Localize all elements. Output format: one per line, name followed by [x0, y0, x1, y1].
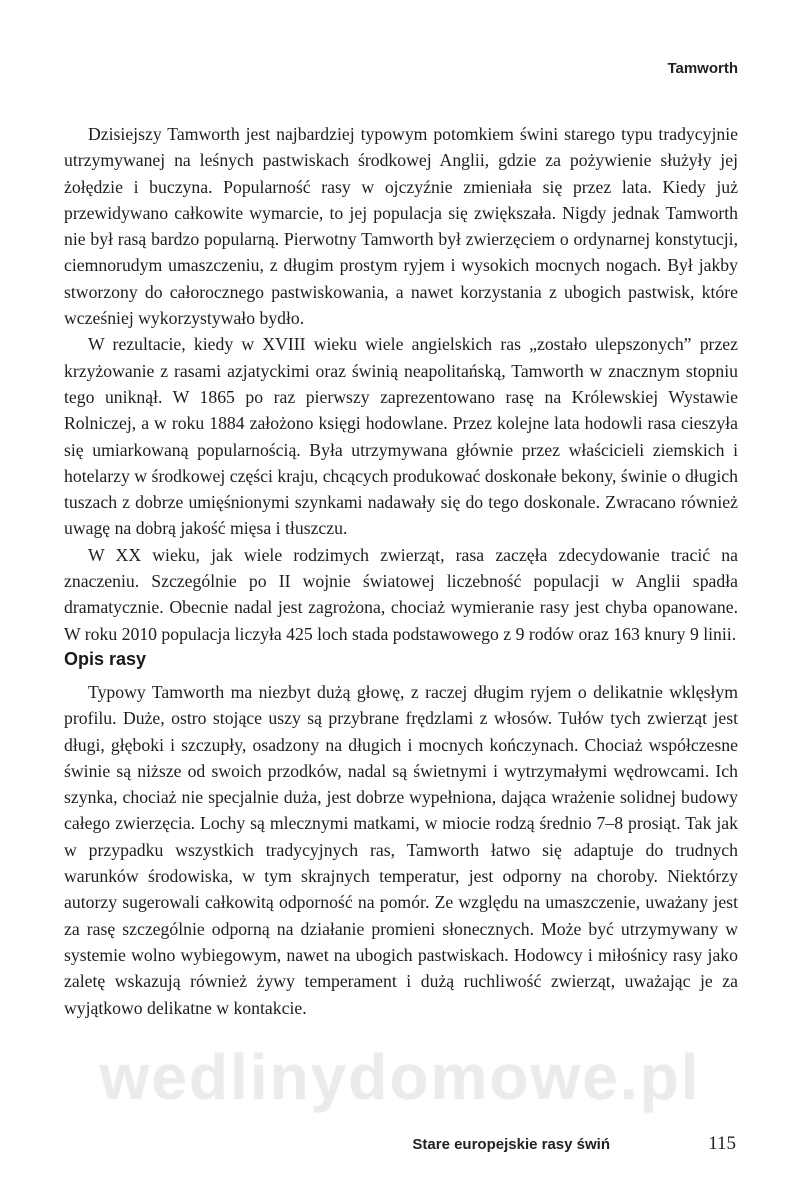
intro-section — [64, 121, 738, 647]
page-number: 115 — [708, 1133, 736, 1154]
paragraph: Typowy Tamworth ma niezbyt dużą głowę, z raczej długim ryjem o delikatnie wklęsłym profilu. Duże, ostro stojące uszy są przybrane frędzlami z włosów. Tułów tych zwierząt jest długi, głęboki i szczupły, osadzony na długich i mocnych kończynach. Chociaż współczesne świnie są niższe od swoich przodków, nadal są świetnymi i wytrzymałymi wędrowcami. Ich szynka, chociaż nie specjalnie duża, jest dobrze wypełniona, dająca wrażenie solidnej budowy całego zwierzęcia. Lochy są mlecznymi matkami, w miocie rodzą średnio 7–8 prosiąt. Tak jak w przypadku wszystkich tradycyjnych ras, Tamworth łatwo się adaptuje do trudnych warunków środowiska, w tym skrajnych temperatur, jest odporny na choroby. Niektórzy autorzy sugerowali całkowitą odporność na pomór. Ze względu na umaszczenie, uważany jest za rasę szczególnie odporną na działanie promieni słonecznych. Może być utrzymywany w systemie wolno wybiegowym, nawet na ubogich pastwiskach. Hodowcy i miłośnicy rasy jako zaletę wskazują również żywy temperament i dużą ruchliwość zwierząt, uważając je za wyjątkowo delikatne w kontakcie. — [64, 682, 738, 1018]
paragraph: W rezultacie, kiedy w XVIII wieku wiele angielskich ras „zostało ulepszonych” przez krzyżowanie z rasami azjatyckimi oraz świnią neapolitańską, Tamworth w znacznym stopniu tego uniknął. W 1865 po raz pierwszy zaprezentowano rasę na Królewskiej Wystawie Rolniczej, a w roku 1884 założono księgi hodowlane. Przez kolejne lata hodowli rasa cieszyła się umiarkowaną popularnością. Była utrzymywana głównie przez właścicieli ziemskich i hotelarzy w środkowej części kraju, chcących produkować doskonałe bekony, świnie o długich tuszach z dobrze umięśnionymi szynkami nadawały się do tego doskonale. Zwracano również uwagę na dobrą jakość mięsa i tłuszczu. — [64, 334, 738, 539]
section-heading: Opis rasy — [64, 649, 147, 669]
footer-book-title: Stare europejskie rasy świń — [412, 1136, 610, 1153]
running-head: Tamworth — [667, 60, 738, 77]
breed-description-section — [64, 679, 738, 1021]
watermark: wedlinydomowe.pl — [99, 1041, 701, 1113]
paragraph: W XX wieku, jak wiele rodzimych zwierząt, rasa zaczęła zdecydowanie tracić na znaczeniu. Szczególnie po II wojnie światowej liczebność populacji w Anglii spadła dramatycznie. Obecnie nadal jest zagrożona, chociaż wymieranie rasy jest chyba opanowane. W roku 2010 populacja liczyła 425 loch stada podstawowego z 9 rodów oraz 163 knury 9 linii. — [64, 544, 738, 644]
paragraph: Dzisiejszy Tamworth jest najbardziej typowym potomkiem świni starego typu tradycyjnie utrzymywanej na leśnych pastwiskach środkowej Anglii, gdzie za pożywienie służyły jej żołędzie i buczyna. Popularność rasy w ojczyźnie zmieniała się przez lata. Kiedy już przewidywano całkowite wymarcie, to jej populacja się zwiększała. Nigdy jednak Tamworth nie był rasą bardzo popularną. Pierwotny Tamworth był zwierzęciem o ordynarnej konstytucji, ciemnorudym umaszczeniu, z długim prostym ryjem i wysokich mocnych nogach. Był jakby stworzony do całorocznego pastwiskowania, a nawet korzystania z ubogich pastwisk, które wcześniej wykorzystywało bydło. — [64, 124, 738, 329]
